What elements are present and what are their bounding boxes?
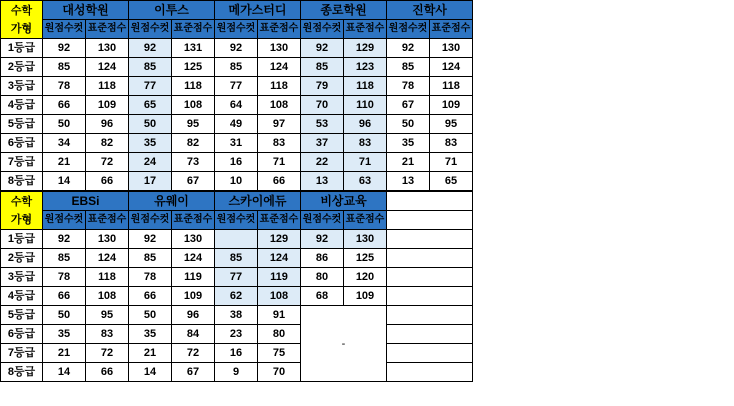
- academy-header-2: 이투스: [129, 1, 215, 20]
- cell-raw: 92: [129, 230, 172, 249]
- empty-area: [387, 211, 473, 230]
- cell-raw: 50: [129, 115, 172, 134]
- score-table-block-2: [0, 191, 473, 382]
- cell-raw: 50: [43, 306, 86, 325]
- cell-std: 130: [344, 230, 387, 249]
- cell-std: 109: [344, 287, 387, 306]
- cell-raw: 77: [215, 268, 258, 287]
- cell-raw: 50: [129, 306, 172, 325]
- cell-raw: 16: [215, 344, 258, 363]
- cell-raw: 78: [43, 268, 86, 287]
- cell-std: 72: [86, 344, 129, 363]
- cell-std: 71: [430, 153, 473, 172]
- cell-raw: 68: [301, 287, 344, 306]
- header-row-academies-2: [1, 192, 473, 211]
- cell-std: 130: [86, 39, 129, 58]
- cell-std: 66: [86, 172, 129, 191]
- table-row: [1, 363, 473, 382]
- cell-raw: 92: [43, 39, 86, 58]
- cell-raw: 21: [129, 344, 172, 363]
- cell-std: 124: [430, 58, 473, 77]
- cell-raw: 14: [129, 363, 172, 382]
- cell-std: 84: [172, 325, 215, 344]
- subheader-raw-2: 원점수컷: [129, 20, 172, 39]
- cell-std: 131: [172, 39, 215, 58]
- cell-raw: 14: [43, 172, 86, 191]
- academy-header-9: 비상교육: [301, 192, 387, 211]
- grade-label: 2등급: [1, 58, 43, 77]
- cell-std: 82: [86, 134, 129, 153]
- cell-std: 97: [258, 115, 301, 134]
- placeholder-dash: -: [341, 337, 346, 350]
- grade-label: 5등급: [1, 115, 43, 134]
- cell-raw: 50: [387, 115, 430, 134]
- cell-std: 71: [344, 153, 387, 172]
- table-row: [1, 306, 473, 325]
- table-row: [1, 325, 473, 344]
- cell-raw: 92: [129, 39, 172, 58]
- cell-raw: 85: [215, 249, 258, 268]
- cell-raw: 35: [387, 134, 430, 153]
- cell-std: 96: [86, 115, 129, 134]
- cell-std: 83: [258, 134, 301, 153]
- cell-std: 83: [344, 134, 387, 153]
- cell-raw: 92: [215, 39, 258, 58]
- cell-std: 124: [258, 58, 301, 77]
- cell-std: 95: [172, 115, 215, 134]
- corner-line-1: 수학: [10, 4, 33, 17]
- empty-area: [387, 230, 473, 249]
- cell-std: 63: [344, 172, 387, 191]
- cell-raw: 49: [215, 115, 258, 134]
- table-row: [1, 77, 473, 96]
- grade-label: 5등급: [1, 306, 43, 325]
- cell-std: 130: [258, 39, 301, 58]
- cell-raw: 53: [301, 115, 344, 134]
- cell-std: 83: [430, 134, 473, 153]
- grade-label: 7등급: [1, 344, 43, 363]
- academy-header-6: EBSi: [43, 192, 129, 211]
- cell-std: 67: [172, 172, 215, 191]
- cell-raw: 77: [129, 77, 172, 96]
- cell-std: 108: [172, 96, 215, 115]
- grade-label: 8등급: [1, 172, 43, 191]
- cell-raw: 21: [387, 153, 430, 172]
- grade-label: 3등급: [1, 268, 43, 287]
- cell-std: 124: [258, 249, 301, 268]
- academy-header-3: 메가스터디: [215, 1, 301, 20]
- empty-area: [387, 249, 473, 268]
- table-row: [1, 287, 473, 306]
- cell-raw: 67: [387, 96, 430, 115]
- header-row-academies-1: [1, 1, 473, 20]
- subheader-std-3: 표준점수: [258, 20, 301, 39]
- cell-raw: 13: [387, 172, 430, 191]
- cell-std: 73: [172, 153, 215, 172]
- table-row: [1, 153, 473, 172]
- cell-raw: 65: [129, 96, 172, 115]
- cell-raw: 23: [215, 325, 258, 344]
- cell-std: 125: [172, 58, 215, 77]
- cell-raw: 92: [387, 39, 430, 58]
- cell-raw: 85: [129, 249, 172, 268]
- cell-std: 124: [172, 249, 215, 268]
- subheader-raw-9: 원점수컷: [301, 211, 344, 230]
- cell-raw: 92: [301, 230, 344, 249]
- empty-area: [387, 325, 473, 344]
- cell-raw: 64: [215, 96, 258, 115]
- cell-raw: 17: [129, 172, 172, 191]
- cell-std: 119: [258, 268, 301, 287]
- cell-std: 80: [258, 325, 301, 344]
- subheader-raw-6: 원점수컷: [43, 211, 86, 230]
- grade-label: 2등급: [1, 249, 43, 268]
- cell-raw: 92: [301, 39, 344, 58]
- cell-std: 118: [258, 77, 301, 96]
- cell-raw: 85: [43, 58, 86, 77]
- cell-std: 72: [86, 153, 129, 172]
- cell-std: 124: [86, 58, 129, 77]
- cell-raw: 50: [43, 115, 86, 134]
- cell-std: 119: [172, 268, 215, 287]
- table-row: [1, 96, 473, 115]
- cell-raw: 9: [215, 363, 258, 382]
- academy-header-7: 유웨이: [129, 192, 215, 211]
- cell-std: 110: [344, 96, 387, 115]
- corner-line-2: 가형: [10, 213, 33, 226]
- cell-std: 96: [344, 115, 387, 134]
- cell-raw: 79: [301, 77, 344, 96]
- cell-raw: 37: [301, 134, 344, 153]
- cell-raw: 85: [387, 58, 430, 77]
- table-row: [1, 39, 473, 58]
- subheader-std-2: 표준점수: [172, 20, 215, 39]
- cell-raw: 35: [129, 134, 172, 153]
- empty-area: [387, 363, 473, 382]
- subheader-raw-4: 원점수컷: [301, 20, 344, 39]
- cell-std: 108: [258, 96, 301, 115]
- empty-area: [387, 268, 473, 287]
- cell-raw: 35: [43, 325, 86, 344]
- cell-raw: 34: [43, 134, 86, 153]
- table-row: [1, 172, 473, 191]
- table-row: [1, 268, 473, 287]
- academy-header-1: 대성학원: [43, 1, 129, 20]
- grade-label: 4등급: [1, 287, 43, 306]
- cell-raw: [215, 230, 258, 249]
- cell-std: 82: [172, 134, 215, 153]
- subheader-std-1: 표준점수: [86, 20, 129, 39]
- cell-std: 71: [258, 153, 301, 172]
- cell-std: 109: [86, 96, 129, 115]
- cell-std: 124: [86, 249, 129, 268]
- cell-std: 66: [258, 172, 301, 191]
- table-row: [1, 115, 473, 134]
- cell-raw: 16: [215, 153, 258, 172]
- empty-area: [387, 306, 473, 325]
- empty-area: [387, 192, 473, 211]
- cell-raw: 78: [129, 268, 172, 287]
- subheader-raw-7: 원점수컷: [129, 211, 172, 230]
- subheader-std-4: 표준점수: [344, 20, 387, 39]
- cell-raw: 38: [215, 306, 258, 325]
- cell-raw: 10: [215, 172, 258, 191]
- grade-label: 6등급: [1, 134, 43, 153]
- cell-std: 65: [430, 172, 473, 191]
- cell-raw: 35: [129, 325, 172, 344]
- cell-raw: 92: [43, 230, 86, 249]
- cell-std: 108: [258, 287, 301, 306]
- cell-std: 130: [172, 230, 215, 249]
- table-row: [1, 230, 473, 249]
- cell-raw: 62: [215, 287, 258, 306]
- cell-std: 95: [86, 306, 129, 325]
- cell-std: 70: [258, 363, 301, 382]
- cell-std: 120: [344, 268, 387, 287]
- cell-std: 129: [344, 39, 387, 58]
- cell-std: 130: [430, 39, 473, 58]
- grade-label: 8등급: [1, 363, 43, 382]
- grade-label: 7등급: [1, 153, 43, 172]
- cell-std: 95: [430, 115, 473, 134]
- academy-header-5: 진학사: [387, 1, 473, 20]
- cell-std: 118: [430, 77, 473, 96]
- table-row: [1, 249, 473, 268]
- corner-subject-label: [1, 1, 43, 39]
- grade-label: 6등급: [1, 325, 43, 344]
- cell-raw: 13: [301, 172, 344, 191]
- corner-line-1: 수학: [10, 195, 33, 208]
- cell-raw: 85: [215, 58, 258, 77]
- cell-raw: 66: [43, 287, 86, 306]
- subheader-std-5: 표준점수: [430, 20, 473, 39]
- academy-header-4: 종로학원: [301, 1, 387, 20]
- table-row: [1, 134, 473, 153]
- cell-std: 66: [86, 363, 129, 382]
- subheader-raw-3: 원점수컷: [215, 20, 258, 39]
- score-table-block-1: [0, 0, 473, 191]
- grade-label: 1등급: [1, 39, 43, 58]
- cell-std: 109: [430, 96, 473, 115]
- cell-std: 118: [344, 77, 387, 96]
- cell-std: 118: [86, 268, 129, 287]
- cell-raw: 77: [215, 77, 258, 96]
- cell-std: 91: [258, 306, 301, 325]
- header-row-subcols-2: [1, 211, 473, 230]
- cell-std: 72: [172, 344, 215, 363]
- cell-raw: 85: [43, 249, 86, 268]
- cell-std: 67: [172, 363, 215, 382]
- grade-label: 1등급: [1, 230, 43, 249]
- subheader-std-7: 표준점수: [172, 211, 215, 230]
- subheader-raw-8: 원점수컷: [215, 211, 258, 230]
- cell-raw: 86: [301, 249, 344, 268]
- cell-raw: 78: [43, 77, 86, 96]
- cell-raw: 24: [129, 153, 172, 172]
- cell-raw: 21: [43, 344, 86, 363]
- subheader-std-9: 표준점수: [344, 211, 387, 230]
- cell-std: 123: [344, 58, 387, 77]
- empty-area: [387, 344, 473, 363]
- subheader-raw-1: 원점수컷: [43, 20, 86, 39]
- cell-raw: 80: [301, 268, 344, 287]
- cell-std: 83: [86, 325, 129, 344]
- cell-raw: 14: [43, 363, 86, 382]
- cell-std: 125: [344, 249, 387, 268]
- cell-raw: 70: [301, 96, 344, 115]
- cell-std: 75: [258, 344, 301, 363]
- grade-label: 3등급: [1, 77, 43, 96]
- cell-raw: 66: [129, 287, 172, 306]
- grade-label: 4등급: [1, 96, 43, 115]
- cell-raw: 85: [301, 58, 344, 77]
- header-row-subcols-1: [1, 20, 473, 39]
- cell-std: 118: [86, 77, 129, 96]
- subheader-std-6: 표준점수: [86, 211, 129, 230]
- placeholder-cell: [301, 306, 387, 382]
- cell-std: 118: [172, 77, 215, 96]
- subheader-raw-5: 원점수컷: [387, 20, 430, 39]
- subheader-std-8: 표준점수: [258, 211, 301, 230]
- table-row: [1, 58, 473, 77]
- cell-std: 130: [86, 230, 129, 249]
- cell-raw: 85: [129, 58, 172, 77]
- corner-line-2: 가형: [10, 22, 33, 35]
- cell-std: 129: [258, 230, 301, 249]
- cell-std: 96: [172, 306, 215, 325]
- table-row: [1, 344, 473, 363]
- academy-header-8: 스카이에듀: [215, 192, 301, 211]
- cell-raw: 78: [387, 77, 430, 96]
- cell-raw: 31: [215, 134, 258, 153]
- cell-raw: 22: [301, 153, 344, 172]
- cell-raw: 66: [43, 96, 86, 115]
- cell-std: 109: [172, 287, 215, 306]
- cell-std: 108: [86, 287, 129, 306]
- cell-raw: 21: [43, 153, 86, 172]
- corner-subject-label-2: [1, 192, 43, 230]
- empty-area: [387, 287, 473, 306]
